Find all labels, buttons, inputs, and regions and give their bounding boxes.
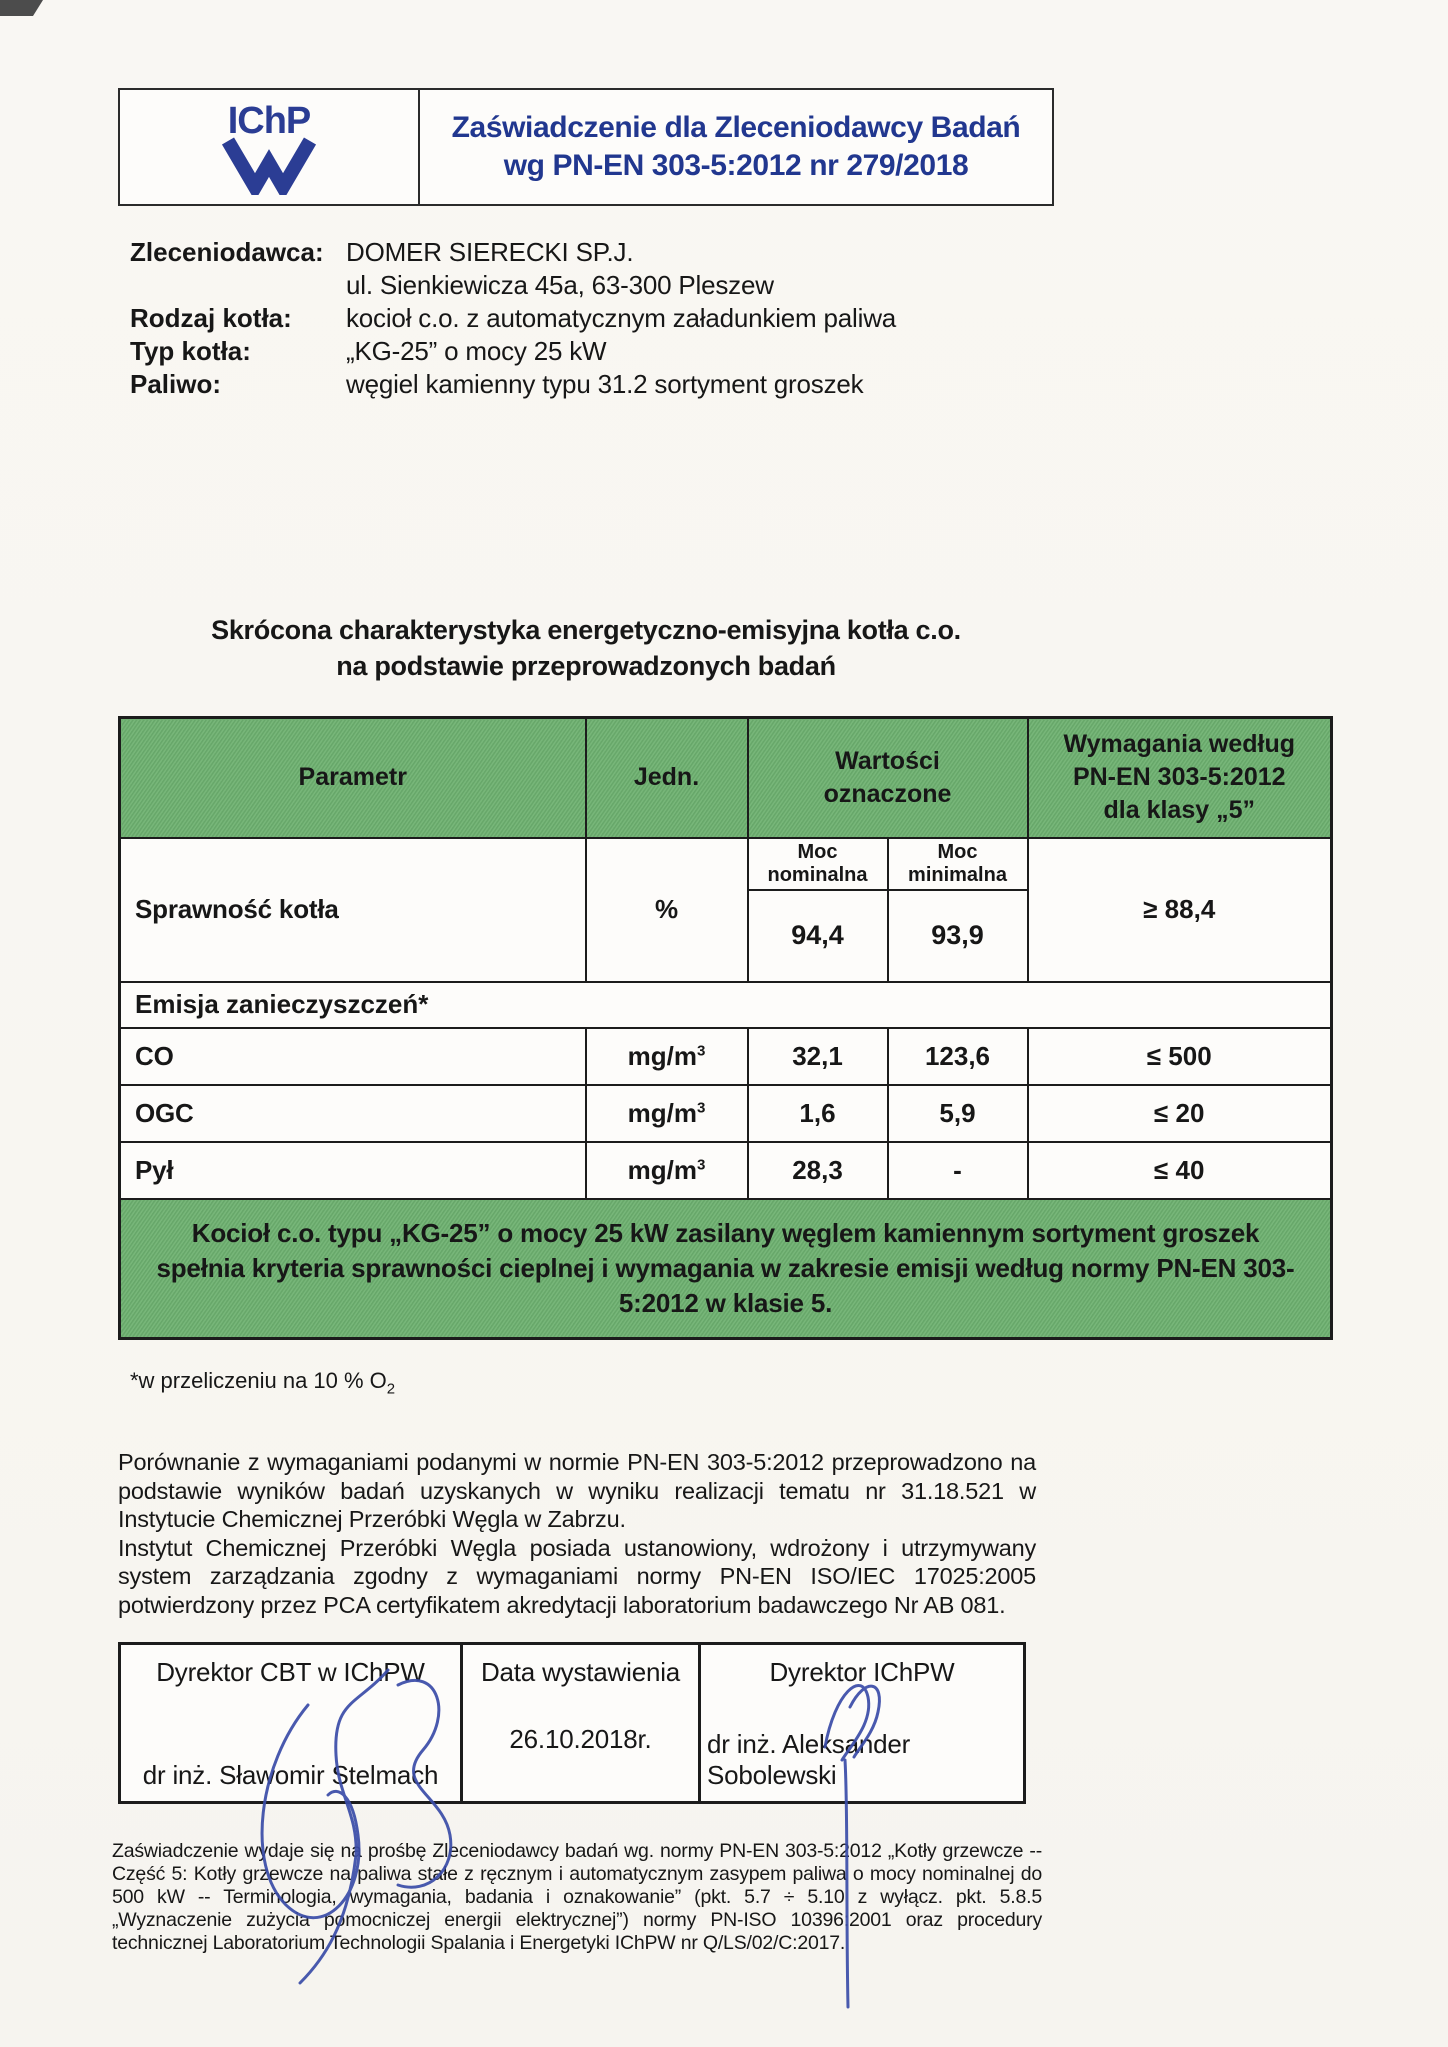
signature-cell-date bbox=[463, 1645, 701, 1801]
left-signer-title: Dyrektor CBT w IChPW bbox=[156, 1657, 425, 1687]
emission-nominal-value: 32,1 bbox=[748, 1028, 888, 1085]
column-header-jedn: Jedn. bbox=[586, 718, 748, 838]
right-signer-title: Dyrektor IChPW bbox=[769, 1657, 955, 1687]
ichpw-logo-w-shape bbox=[228, 141, 310, 187]
boiler-kind-value: kocioł c.o. z automatycznym załadunkiem paliwa bbox=[346, 303, 897, 333]
emission-name: Pył bbox=[120, 1142, 586, 1199]
right-signer-name: dr inż. Aleksander Sobolewski bbox=[707, 1729, 911, 1790]
fuel-label: Paliwo: bbox=[130, 369, 222, 399]
logo-cell bbox=[120, 90, 420, 204]
signature-table bbox=[118, 1642, 1026, 1804]
section-title-line2: na podstawie przeprowadzonych badań bbox=[336, 651, 836, 681]
paragraph-accreditation: Instytut Chemicznej Przeróbki Węgla posiada ustanowiony, wdrożony i utrzymywany system zarządzania zgodny z wymaganiami normy PN-EN ISO/IEC 17025:2005 potwierdzony przez PCA certyfikatem akredytacji laboratorium badawczego Nr AB 081. bbox=[118, 1534, 1036, 1618]
emission-unit bbox=[586, 1085, 748, 1142]
subcolumn-moc-minimalna: Moc minimalna bbox=[888, 838, 1028, 890]
efficiency-subheader-row bbox=[120, 838, 1332, 890]
footnote-subscript: 2 bbox=[386, 1380, 396, 1398]
column-header-wartosci bbox=[748, 718, 1028, 838]
emission-unit-exponent: 3 bbox=[696, 1155, 706, 1173]
section-title-line1: Skrócona charakterystyka energetyczno-emisyjna kotła c.o. bbox=[211, 615, 961, 645]
boiler-type-value: „KG-25” o mocy 25 kW bbox=[346, 336, 607, 366]
emission-unit-base: mg/m bbox=[627, 1097, 697, 1128]
certificate-title bbox=[420, 90, 1052, 204]
column-header-wymagania bbox=[1028, 718, 1332, 838]
emission-requirement: ≤ 40 bbox=[1028, 1142, 1332, 1199]
column-header-wymagania-text: Wymagania według PN-EN 303-5:2012 dla klasy „5” bbox=[1063, 730, 1296, 825]
paragraph-comparison: Porównanie z wymaganiami podanymi w normie PN-EN 303-5:2012 przeprowadzono na podstawie wyników badań uzyskanych w wyniku realizacji tematu nr 31.18.521 w Instytucie Chemicznej Przeróbki Węgla w Zabrzu. bbox=[118, 1449, 1036, 1532]
efficiency-unit: % bbox=[586, 838, 748, 982]
emission-minimal-value: - bbox=[888, 1142, 1028, 1199]
certificate-title-line1: Zaświadczenie dla Zleceniodawcy Badań bbox=[451, 111, 1021, 144]
emission-nominal-value: 28,3 bbox=[748, 1142, 888, 1199]
emission-unit bbox=[586, 1142, 748, 1199]
table-header-row bbox=[120, 718, 1332, 838]
emission-requirement: ≤ 20 bbox=[1028, 1085, 1332, 1142]
body-paragraphs bbox=[118, 1448, 1036, 1619]
signature-cell-right bbox=[701, 1645, 1023, 1801]
emission-name: CO bbox=[120, 1028, 586, 1085]
footnote bbox=[130, 1368, 395, 1397]
info-row-client bbox=[130, 236, 1110, 302]
subcolumn-moc-nominalna: Moc nominalna bbox=[748, 838, 888, 890]
table-row-pyl bbox=[120, 1142, 1332, 1199]
table-row-co bbox=[120, 1028, 1332, 1085]
section-title bbox=[118, 612, 1054, 684]
certificate-title-line2: wg PN-EN 303-5:2012 nr 279/2018 bbox=[503, 149, 969, 182]
emission-name: OGC bbox=[120, 1085, 586, 1142]
emission-unit-exponent: 3 bbox=[696, 1041, 706, 1059]
client-info-block bbox=[130, 236, 1110, 401]
efficiency-nominal-value: 94,4 bbox=[748, 890, 888, 982]
column-header-wartosci-text: Wartości oznaczone bbox=[823, 746, 952, 808]
client-name: DOMER SIERECKI SP.J. bbox=[346, 237, 634, 267]
emission-unit bbox=[586, 1028, 748, 1085]
scan-artifact bbox=[0, 0, 43, 16]
issue-date-label: Data wystawienia bbox=[480, 1657, 681, 1687]
boiler-kind-label: Rodzaj kotła: bbox=[130, 303, 292, 333]
issue-date-value: 26.10.2018r. bbox=[509, 1724, 652, 1754]
boiler-type-label: Typ kotła: bbox=[130, 336, 251, 366]
table-row-ogc bbox=[120, 1085, 1332, 1142]
emission-requirement: ≤ 500 bbox=[1028, 1028, 1332, 1085]
efficiency-name: Sprawność kotła bbox=[120, 838, 586, 982]
left-signer-name: dr inż. Sławomir Stelmach bbox=[142, 1760, 439, 1790]
footnote-text: *w przeliczeniu na 10 % O bbox=[130, 1368, 387, 1393]
ichpw-logo bbox=[181, 99, 357, 195]
emission-unit-base: mg/m bbox=[627, 1040, 697, 1071]
results-table bbox=[118, 716, 1333, 1340]
info-row-boiler-kind bbox=[130, 302, 1110, 335]
client-label: Zleceniodawca: bbox=[130, 237, 324, 267]
conclusion-row bbox=[120, 1199, 1332, 1339]
emissions-section-row bbox=[120, 982, 1332, 1028]
emission-minimal-value: 5,9 bbox=[888, 1085, 1028, 1142]
emissions-section-header: Emisja zanieczyszczeń* bbox=[120, 982, 1332, 1028]
column-header-parametr: Parametr bbox=[120, 718, 586, 838]
emission-unit-exponent: 3 bbox=[696, 1098, 706, 1116]
certificate-header-box bbox=[118, 88, 1054, 206]
emission-minimal-value: 123,6 bbox=[888, 1028, 1028, 1085]
info-row-boiler-type bbox=[130, 335, 1110, 368]
ichpw-logo-letters: IChP bbox=[227, 100, 311, 142]
conclusion-text: Kocioł c.o. typu „KG-25” o mocy 25 kW zasilany węglem kamiennym sortyment groszek spełnia kryteria sprawności cieplnej i wymagania w zakresie emisji według normy PN-EN 303-5:2012 w klasie 5. bbox=[120, 1199, 1332, 1339]
client-address: ul. Sienkiewicza 45a, 63-300 Pleszew bbox=[346, 270, 774, 300]
efficiency-minimal-value: 93,9 bbox=[888, 890, 1028, 982]
info-row-fuel bbox=[130, 368, 1110, 401]
emission-nominal-value: 1,6 bbox=[748, 1085, 888, 1142]
signature-cell-left bbox=[121, 1645, 463, 1801]
fuel-value: węgiel kamienny typu 31.2 sortyment groszek bbox=[346, 369, 864, 399]
legal-text: Zaświadczenie wydaje się na prośbę Zleceniodawcy badań wg. normy PN-EN 303-5:2012 „Kotły grzewcze -- Część 5: Kotły grzewcze na paliwa stałe z ręcznym i automatycznym zasypem paliwa o mocy nominalnej do 500 kW -- Terminologia, wymagania, badania i oznakowanie” (pkt. 5.7 ÷ 5.10 z wyłącz. pkt. 5.8.5 „Wyznaczenie zużycia pomocniczej energii elektrycznej”) normy PN-ISO 10396:2001 oraz procedury technicznej Laboratorium Technologii Spalania i Energetyki IChPW nr Q/LS/02/C:2017. bbox=[112, 1840, 1042, 1954]
emission-unit-base: mg/m bbox=[627, 1154, 697, 1185]
efficiency-requirement: ≥ 88,4 bbox=[1028, 838, 1332, 982]
